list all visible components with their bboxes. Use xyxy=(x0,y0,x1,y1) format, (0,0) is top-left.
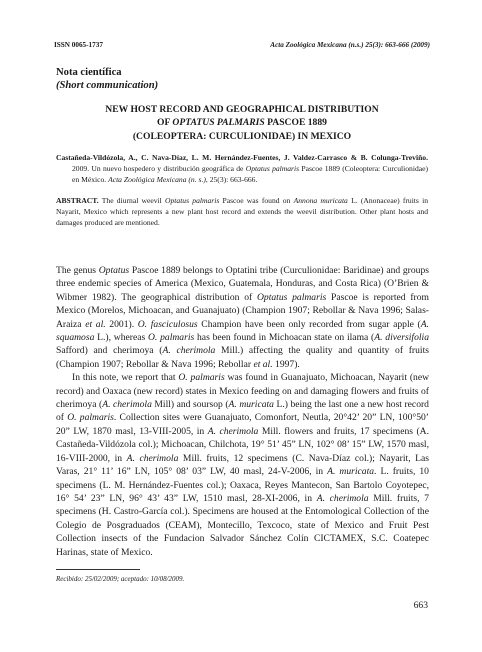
citation-journal: Acta Zoológica Mexicana (n. s.), xyxy=(108,175,208,184)
page-number: 663 xyxy=(413,600,428,611)
text-run: 2001). xyxy=(105,318,138,330)
text-run: 1997). xyxy=(272,358,300,370)
body-paragraph xyxy=(56,371,429,559)
text-run: . L. fruits, 10 specimens (L. M. Hernández-Fuentes col.); Oaxaca, Reyes Mantecon, San Bartolo Coyotepec, 16° 54’ 23” LN, 96° 43’ 43” LW, 1510 masl, 28-XI-2006, in xyxy=(56,466,429,504)
citation-part: 25(3): 663-666. xyxy=(207,175,258,184)
text-run: Mill. fruits, 7 specimens (H. Castro-García col.). Specimens are housed at the Entomological Collection of the Colegio de Posgraduados (CEAM), Montecillo, Texcoco, state of Mexico and Fruit Pest Collection insects of the Fundacion Salvador Sánchez Colín CICTAMEX, S.C. Coatepec Harinas, state of Mexico. xyxy=(56,492,430,558)
title-line-3: (COLEOPTERA: CURCULIONIDAE) IN MEXICO xyxy=(132,130,352,142)
title-prefix: OF xyxy=(157,117,173,129)
text-run: L.) being the last one a new host record of xyxy=(56,399,429,424)
italic-run: A. muricata xyxy=(327,466,375,478)
section-label xyxy=(56,66,158,92)
text-run: Safford) and cherimoya ( xyxy=(56,345,163,357)
text-run: Mill. flowers and fruits, 17 specimens (A. Castañeda-Vildózola col.); Michoacan, Chilchota, 19° 51’ 45” LN, 102° 08’ 15” LW, 1570 masl, 16-VIII-2000, in xyxy=(56,425,429,464)
italic-run: A. diversifolia xyxy=(374,332,430,344)
abstract-text: L. (Anonaceae) fruits in Nayarit, Mexico which represents a new plant host record and extends the weevil distribution. Other plant hosts and damages produced are mentioned. xyxy=(56,196,428,227)
italic-run: et al. xyxy=(253,358,273,370)
citation-authors: Castañeda-Vildózola, A., C. Nava-Díaz, L. M. Hernández-Fuentes, J. Valdez-Carrasco & B. Colunga-Treviño. xyxy=(56,153,428,162)
citation-text xyxy=(56,152,428,185)
journal-citation: Acta Zoológica Mexicana (n.s.) 25(3): 663-666 (2009) xyxy=(270,41,430,49)
text-run: Mill. fruits, 12 specimens (C. Nava-Díaz col.); Nayarit, Las Varas, 21° 11’ 16” LN, 105° 08’ 03” LW, 40 masl, 24-V-2006, in xyxy=(56,452,429,478)
italic-run: A. cherimola xyxy=(162,345,216,357)
italic-run: O. palmaris xyxy=(67,412,114,424)
running-header xyxy=(54,41,430,53)
italic-run: A. muricata xyxy=(228,399,274,411)
abstract-text: The diurnal weevil xyxy=(98,196,165,205)
issn-label: ISSN 0065-1737 xyxy=(54,41,103,49)
citation-species: Optatus palmaris xyxy=(245,164,300,173)
text-run: Champion have been only recorded from sugar apple ( xyxy=(197,318,421,330)
title-suffix: PASCOE 1889 xyxy=(264,117,327,129)
text-run: has been found in Michoacan state on ilama ( xyxy=(194,332,375,344)
text-run: Pascoe is reported from Mexico (Morelos, Michoacan, and Guanajuato) (Champion 1907; Rebollar & Nava 1996; Salas-Araiza xyxy=(56,291,429,330)
text-run: In this note, we report that xyxy=(72,372,179,384)
italic-run: O. palmaris xyxy=(178,372,225,384)
italic-run: O. fasciculosus xyxy=(137,318,198,330)
abstract-text: Pascoe was found on xyxy=(219,196,294,205)
section-title: Nota científica xyxy=(56,67,122,78)
text-run: Pascoe 1889 belongs to Optatini tribe (Curculionidae: Baridinae) and groups three endemic species of America (Mexico, Guatemala, Honduras, and Costa Rica) (O’Brien & Wibmer 1982). The geographical distribution of xyxy=(56,265,429,303)
citation-block xyxy=(56,152,428,185)
title-line-2 xyxy=(56,116,428,129)
italic-run: A. cherimola xyxy=(316,492,369,504)
citation-part: 2009. Un nuevo hospedero y distribución geográfica de xyxy=(72,164,246,173)
body-paragraph xyxy=(56,264,429,371)
italic-run: O. palmaris xyxy=(148,332,195,344)
italic-run: Optatus xyxy=(98,265,130,276)
text-run: The genus xyxy=(56,265,99,276)
text-run: Mill) and soursop ( xyxy=(151,399,229,411)
abstract-label: ABSTRACT. xyxy=(56,196,99,205)
citation-part: Pascoe 1889 (Coleoptera: Curculionidae) en México. xyxy=(72,164,429,184)
italic-run: et al. xyxy=(85,318,106,330)
text-run: Mill.) affecting the quality and quantity of fruits (Champion 1907; Rebollar & Nava 1996; Rebollar xyxy=(56,345,429,370)
text-run: . Collection sites were Guanajuato, Comonfort, Neutla, 20°42’ 20” LN, 100°50’ 20” LW, 1870 masl, 13-VIII-2005, in xyxy=(56,412,430,437)
title-species: OPTATUS PALMARIS xyxy=(172,117,265,129)
abstract xyxy=(56,195,428,228)
title-line-1: NEW HOST RECORD AND GEOGRAPHICAL DISTRIBUTION xyxy=(105,104,379,115)
abstract-species: Annona muricata xyxy=(293,196,348,205)
italic-run: Optatus palmaris xyxy=(256,291,327,303)
abstract-species: Optatus palmaris xyxy=(165,196,220,205)
footnote-divider xyxy=(56,569,140,570)
received-date: Recibido: 25/02/2009; aceptado: 10/08/2009. xyxy=(56,575,185,583)
text-run: L.), whereas xyxy=(94,332,148,344)
text-run: was found in Guanajuato, Michoacan, Nayarit (new record) and Oaxaca (new record) states in Mexico feeding on and damaging flowers and fruits of cherimoya ( xyxy=(56,372,430,411)
italic-run: A. cherimola xyxy=(102,399,152,411)
italic-run: A. cherimola xyxy=(126,452,179,464)
article-title xyxy=(56,103,428,143)
section-subtitle: (Short communication) xyxy=(56,80,159,91)
italic-run: A. squamosa xyxy=(56,318,429,344)
article-body xyxy=(56,264,429,559)
italic-run: A. cherimola xyxy=(207,425,259,437)
